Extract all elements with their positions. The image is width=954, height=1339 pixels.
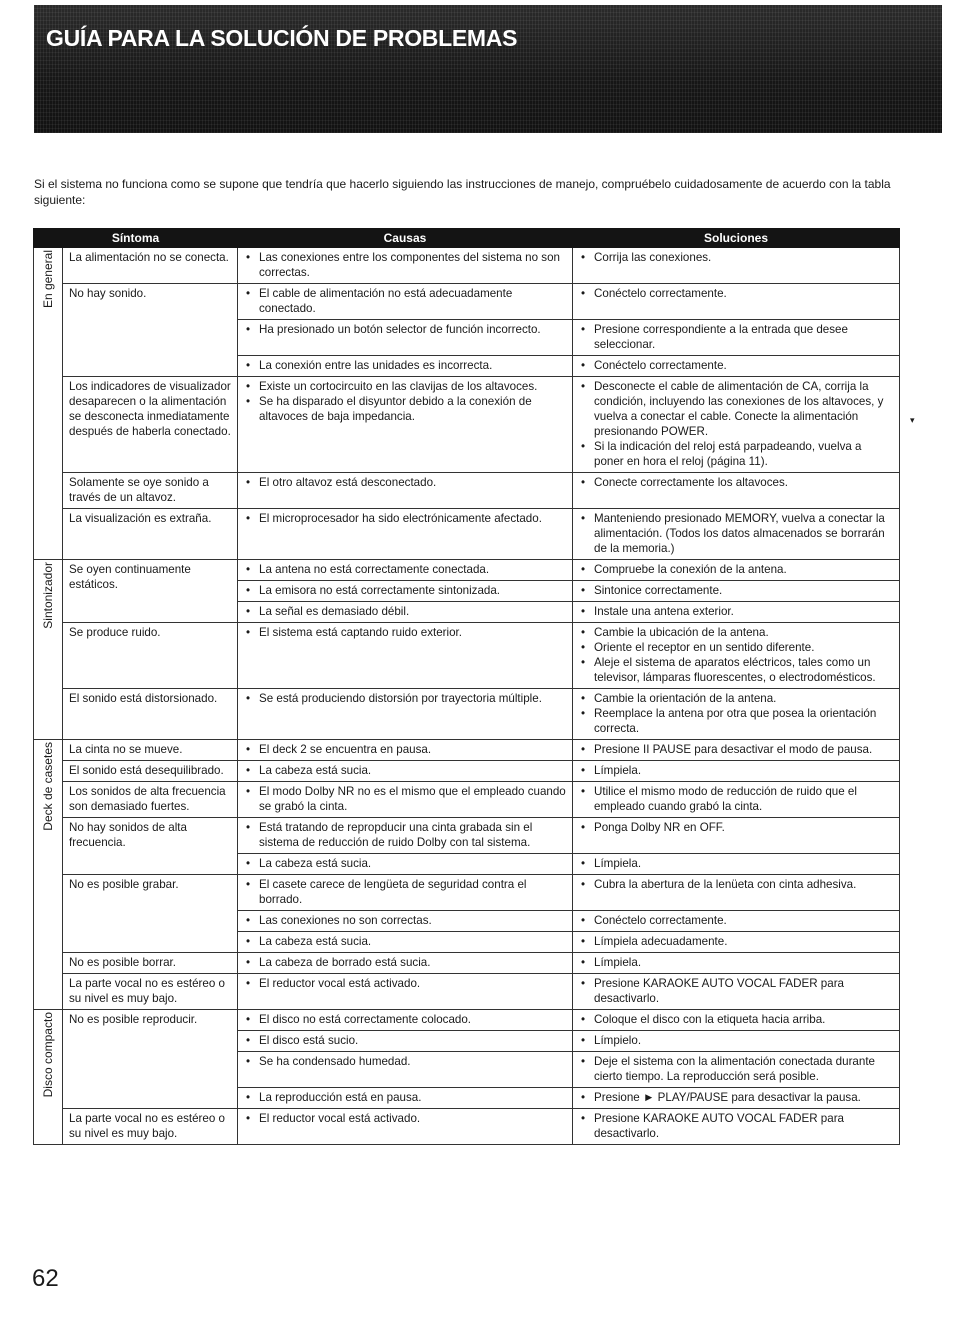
intro-text: Si el sistema no funciona como se supone que tendría que hacerlo siguiendo las instrucciones de manejo, compruébelo cuidadosamente de acuerdo con la tabla siguiente: [34,177,891,207]
table-row [34,377,900,473]
cause-list [244,625,566,640]
table-row [34,761,900,782]
symptom-cell: El sonido está distorsionado. [63,689,238,740]
solution-item: • Presione KARAOKE AUTO VOCAL FADER para desactivarlo. [579,1111,893,1141]
symptom-cell: Solamente se oye sonido a través de un altavoz. [63,473,238,509]
solution-list [579,955,893,970]
cause-list [244,784,566,814]
cause-list [244,976,566,991]
symptom-cell: La parte vocal no es estéreo o su nivel es muy bajo. [63,1109,238,1145]
solution-list [579,625,893,685]
solution-cell [573,602,900,623]
cause-list [244,562,566,577]
cause-item: • El sistema está captando ruido exterior. [244,625,566,640]
cause-item: • Ha presionado un botón selector de función incorrecto. [244,322,566,337]
solution-cell [573,689,900,740]
solution-item: • Límpiela. [579,763,893,778]
section-label: Disco compacto [40,1012,55,1098]
solution-list [579,562,893,577]
cause-item: • Se ha condensado humedad. [244,1054,566,1069]
solution-cell [573,911,900,932]
solution-list [579,379,893,469]
cause-item: • Se ha disparado el disyuntor debido a la conexión de altavoces de baja impedancia. [244,394,566,424]
cause-list [244,475,566,490]
solution-cell [573,740,900,761]
solution-cell [573,1052,900,1088]
header-symptom: Síntoma [34,229,238,248]
cause-cell [238,875,573,911]
solution-item: • Cubra la abertura de la lenüeta con cinta adhesiva. [579,877,893,892]
cause-item: • El microprocesador ha sido electrónicamente afectado. [244,511,566,526]
solution-list [579,934,893,949]
solution-cell [573,248,900,284]
solution-cell [573,953,900,974]
solution-list [579,250,893,265]
solution-cell [573,782,900,818]
solution-list [579,583,893,598]
symptom-cell: La cinta no se mueve. [63,740,238,761]
solution-item: • Límpiela. [579,856,893,871]
solution-list [579,1033,893,1048]
table-row [34,974,900,1010]
solution-item: • Aleje el sistema de aparatos eléctricos, tales como un televisor, lámparas fluorescentes, o electrodomésticos. [579,655,893,685]
solution-item: • Instale una antena exterior. [579,604,893,619]
page-number: 62 [32,1265,59,1292]
table-row [34,953,900,974]
solution-cell [573,854,900,875]
solution-list [579,322,893,352]
cause-item: • El otro altavoz está desconectado. [244,475,566,490]
cause-item: • El cable de alimentación no está adecuadamente conectado. [244,286,566,316]
solution-item: • Oriente el receptor en un sentido diferente. [579,640,893,655]
solution-list [579,511,893,556]
solution-cell [573,623,900,689]
solution-cell [573,377,900,473]
symptom-cell: Los indicadores de visualizador desaparecen o la alimentación se desconecta inmediatamente después de haberla conectado. [63,377,238,473]
solution-list [579,1090,893,1105]
table-row [34,1010,900,1031]
cause-list [244,691,566,706]
solution-list [579,742,893,757]
cause-item: • La cabeza está sucia. [244,934,566,949]
cause-cell [238,356,573,377]
cause-item: • El casete carece de lengüeta de seguridad contra el borrado. [244,877,566,907]
cause-item: • La antena no está correctamente conectada. [244,562,566,577]
cause-list [244,820,566,850]
cause-list [244,583,566,598]
cause-list [244,322,566,337]
solution-item: • Presione correspondiente a la entrada que desee seleccionar. [579,322,893,352]
symptom-cell: La visualización es extraña. [63,509,238,560]
solution-cell [573,284,900,320]
cause-list [244,379,566,424]
cause-list [244,913,566,928]
symptom-cell: Los sonidos de alta frecuencia son demasiado fuertes. [63,782,238,818]
section-label: Sintonizador [40,562,55,629]
symptom-cell: No es posible grabar. [63,875,238,953]
cause-item: • El disco está sucio. [244,1033,566,1048]
solution-cell [573,473,900,509]
symptom-cell: La parte vocal no es estéreo o su nivel es muy bajo. [63,974,238,1010]
table-header-row [34,229,900,248]
solution-cell [573,1031,900,1052]
solution-cell [573,1088,900,1109]
cause-item: • La conexión entre las unidades es incorrecta. [244,358,566,373]
solution-list [579,763,893,778]
symptom-cell: La alimentación no se conecta. [63,248,238,284]
cause-cell [238,932,573,953]
cause-item: • Se está produciendo distorsión por trayectoria múltiple. [244,691,566,706]
header-causes: Causas [238,229,573,248]
table-row [34,875,900,911]
title-banner [34,5,942,133]
cause-list [244,358,566,373]
cause-cell [238,1109,573,1145]
cause-cell [238,782,573,818]
solution-item: • Conéctelo correctamente. [579,913,893,928]
cause-list [244,286,566,316]
table-row [34,248,900,284]
solution-cell [573,818,900,854]
cause-cell [238,740,573,761]
cause-item: • La señal es demasiado débil. [244,604,566,619]
solution-cell [573,320,900,356]
cause-item: • El modo Dolby NR no es el mismo que el empleado cuando se grabó la cinta. [244,784,566,814]
solution-list [579,475,893,490]
cause-cell [238,602,573,623]
solution-list [579,1012,893,1027]
cause-list [244,1012,566,1027]
cause-list [244,604,566,619]
table-row [34,509,900,560]
solution-cell [573,560,900,581]
cause-list [244,955,566,970]
section-label-cell [34,740,63,1010]
header-solutions: Soluciones [573,229,900,248]
solution-list [579,604,893,619]
solution-item: • Conéctelo correctamente. [579,286,893,301]
cause-list [244,1111,566,1126]
solution-item: • Límpiela adecuadamente. [579,934,893,949]
section-label: En general [40,250,55,309]
cause-item: • El reductor vocal está activado. [244,976,566,991]
solution-item: • Sintonice correctamente. [579,583,893,598]
table-row [34,560,900,581]
cause-cell [238,509,573,560]
solution-item: • Manteniendo presionado MEMORY, vuelva a conectar la alimentación. (Todos los datos almacenados se borrarán de la memoria.) [579,511,893,556]
solution-item: • Reemplace la antena por otra que posea la orientación correcta. [579,706,893,736]
section-label-cell [34,560,63,740]
cause-list [244,934,566,949]
solution-cell [573,1010,900,1031]
solution-item: • Presione ► PLAY/PAUSE para desactivar la pausa. [579,1090,893,1105]
cause-cell [238,473,573,509]
solution-item: • Cambie la orientación de la antena. [579,691,893,706]
solution-item: • Deje el sistema con la alimentación conectada durante cierto tiempo. La reproducción será posible. [579,1054,893,1084]
cause-item: • El deck 2 se encuentra en pausa. [244,742,566,757]
cause-cell [238,284,573,320]
solution-item: • Compruebe la conexión de la antena. [579,562,893,577]
solution-item: • Corrija las conexiones. [579,250,893,265]
cause-cell [238,911,573,932]
solution-item: • Cambie la ubicación de la antena. [579,625,893,640]
cause-item: • La emisora no está correctamente sintonizada. [244,583,566,598]
cause-list [244,1054,566,1069]
section-label: Deck de casetes [40,742,55,831]
table-row [34,623,900,689]
solution-list [579,286,893,301]
solution-item: • Si la indicación del reloj está parpadeando, vuelva a poner en hora el reloj (página 11). [579,439,893,469]
solution-item: • Conecte correctamente los altavoces. [579,475,893,490]
solution-item: • Límpielo. [579,1033,893,1048]
cause-item: • La cabeza de borrado está sucia. [244,955,566,970]
margin-mark: ▾ [910,415,915,425]
table-row [34,473,900,509]
cause-cell [238,377,573,473]
cause-cell [238,974,573,1010]
symptom-cell: No hay sonido. [63,284,238,377]
solution-cell [573,974,900,1010]
cause-cell [238,1010,573,1031]
cause-item: • El reductor vocal está activado. [244,1111,566,1126]
solution-item: • Ponga Dolby NR en OFF. [579,820,893,835]
cause-list [244,1090,566,1105]
table-row [34,782,900,818]
table-row [34,740,900,761]
cause-list [244,511,566,526]
cause-list [244,877,566,907]
table-row [34,1109,900,1145]
solution-cell [573,581,900,602]
solution-cell [573,875,900,911]
cause-item: • La cabeza está sucia. [244,856,566,871]
troubleshooting-table [33,228,900,1145]
page-title: GUÍA PARA LA SOLUCIÓN DE PROBLEMAS [46,25,518,51]
cause-cell [238,854,573,875]
solution-list [579,913,893,928]
table-row [34,818,900,854]
solution-list [579,358,893,373]
symptom-cell: El sonido está desequilibrado. [63,761,238,782]
solution-item: • Desconecte el cable de alimentación de CA, corrija la condición, incluyendo las conexiones de los altavoces, y vuelva a conectar el cable. Conecte la alimentación presionando POWER. [579,379,893,439]
cause-cell [238,560,573,581]
symptom-cell: Se produce ruido. [63,623,238,689]
solution-list [579,877,893,892]
cause-list [244,763,566,778]
cause-cell [238,1088,573,1109]
cause-item: • Existe un cortocircuito en las clavijas de los altavoces. [244,379,566,394]
solution-list [579,691,893,736]
section-label-cell [34,1010,63,1145]
cause-item: • Está tratando de repropducir una cinta grabada sin el sistema de reducción de ruido Dolby con tal sistema. [244,820,566,850]
cause-list [244,742,566,757]
symptom-cell: No es posible borrar. [63,953,238,974]
cause-list [244,1033,566,1048]
cause-list [244,856,566,871]
cause-cell [238,320,573,356]
solution-list [579,1054,893,1084]
cause-cell [238,248,573,284]
solution-item: • Presione KARAOKE AUTO VOCAL FADER para desactivarlo. [579,976,893,1006]
symptom-cell: Se oyen continuamente estáticos. [63,560,238,623]
solution-item: • Coloque el disco con la etiqueta hacia arriba. [579,1012,893,1027]
cause-list [244,250,566,280]
cause-cell [238,953,573,974]
solution-cell [573,509,900,560]
cause-cell [238,623,573,689]
solution-cell [573,356,900,377]
solution-list [579,976,893,1006]
solution-cell [573,932,900,953]
cause-cell [238,818,573,854]
solution-item: • Conéctelo correctamente. [579,358,893,373]
cause-item: • La cabeza está sucia. [244,763,566,778]
cause-item: • Las conexiones no son correctas. [244,913,566,928]
table-row [34,284,900,320]
cause-cell [238,1052,573,1088]
solution-item: • Utilice el mismo modo de reducción de ruido que el empleado cuando grabó la cinta. [579,784,893,814]
solution-list [579,856,893,871]
solution-item: • Presione II PAUSE para desactivar el modo de pausa. [579,742,893,757]
cause-cell [238,1031,573,1052]
solution-cell [573,761,900,782]
symptom-cell: No es posible reproducir. [63,1010,238,1109]
cause-cell [238,761,573,782]
solution-list [579,820,893,835]
cause-item: • El disco no está correctamente colocado. [244,1012,566,1027]
cause-item: • La reproducción está en pausa. [244,1090,566,1105]
solution-list [579,1111,893,1141]
cause-item: • Las conexiones entre los componentes del sistema no son correctas. [244,250,566,280]
solution-list [579,784,893,814]
cause-cell [238,689,573,740]
cause-cell [238,581,573,602]
solution-item: • Límpiela. [579,955,893,970]
symptom-cell: No hay sonidos de alta frecuencia. [63,818,238,875]
table-body [34,248,900,1145]
solution-cell [573,1109,900,1145]
section-label-cell [34,248,63,560]
table-row [34,689,900,740]
